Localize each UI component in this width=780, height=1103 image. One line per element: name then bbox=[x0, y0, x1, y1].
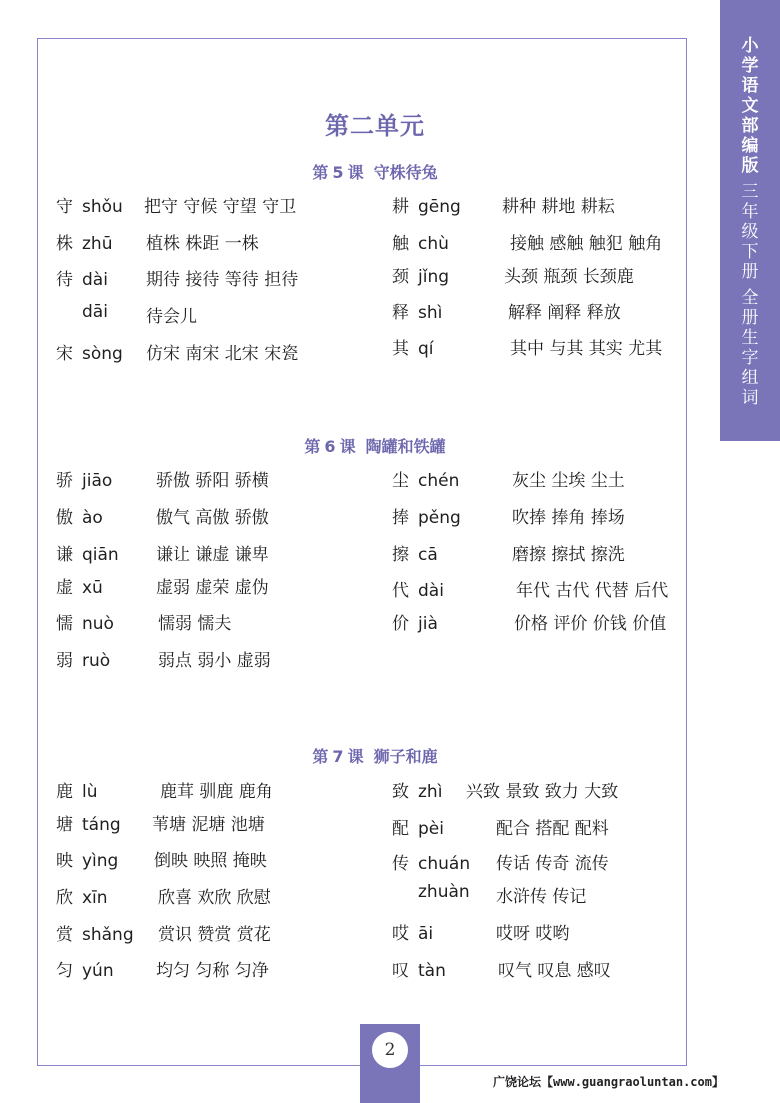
vocab-pinyin: āi bbox=[418, 924, 434, 944]
vocab-char: 匀 bbox=[56, 961, 73, 981]
vocab-row bbox=[392, 956, 611, 981]
vocab-row bbox=[56, 920, 271, 945]
vocab-pinyin: jià bbox=[418, 614, 438, 634]
side-tab-grade: 三年级下册 bbox=[741, 182, 759, 282]
vocab-words: 接触 感触 触犯 触角 bbox=[510, 234, 663, 254]
vocab-pinyin: qiān bbox=[82, 545, 119, 565]
vocab-row bbox=[56, 503, 269, 528]
lesson-unit: 课 bbox=[339, 437, 356, 456]
vocab-char: 鹿 bbox=[56, 782, 73, 802]
vocab-pinyin: zhuàn bbox=[418, 882, 470, 902]
vocab-char: 弱 bbox=[56, 651, 73, 671]
vocab-row bbox=[56, 573, 269, 598]
vocab-row bbox=[392, 919, 570, 944]
footer-credit bbox=[493, 1073, 724, 1090]
vocab-pinyin: chù bbox=[418, 234, 449, 254]
vocab-row bbox=[392, 849, 609, 874]
vocab-row bbox=[392, 262, 634, 287]
lesson-5-heading bbox=[0, 160, 780, 183]
vocab-words: 期待 接待 等待 担待 bbox=[146, 270, 299, 290]
vocab-row bbox=[56, 810, 265, 835]
vocab-row bbox=[56, 265, 299, 290]
vocab-pinyin: nuò bbox=[82, 614, 114, 634]
vocab-words: 灰尘 尘埃 尘土 bbox=[512, 471, 625, 491]
vocab-char: 虚 bbox=[56, 578, 73, 598]
vocab-pinyin: yìng bbox=[82, 851, 119, 871]
vocab-char: 懦 bbox=[56, 614, 73, 634]
vocab-char: 欣 bbox=[56, 888, 73, 908]
vocab-row bbox=[392, 540, 625, 565]
lesson-label: 第 bbox=[304, 437, 321, 456]
vocab-pinyin: jǐng bbox=[418, 267, 450, 287]
vocab-char: 哎 bbox=[392, 924, 409, 944]
vocab-words: 傲气 高傲 骄傲 bbox=[156, 508, 269, 528]
vocab-words: 谦让 谦虚 谦卑 bbox=[156, 545, 269, 565]
vocab-row bbox=[56, 302, 197, 327]
vocab-pinyin: pěng bbox=[418, 508, 461, 528]
footer-bracket-open: 【 bbox=[541, 1075, 554, 1089]
vocab-row bbox=[392, 777, 619, 802]
vocab-words: 鹿茸 驯鹿 鹿角 bbox=[160, 782, 273, 802]
side-tab-subtitle: 全册生字组词 bbox=[741, 288, 759, 408]
vocab-char: 释 bbox=[392, 303, 409, 323]
vocab-pinyin: shǒu bbox=[82, 197, 123, 217]
vocab-char: 守 bbox=[56, 197, 73, 217]
vocab-words: 骄傲 骄阳 骄横 bbox=[156, 471, 269, 491]
vocab-pinyin: cā bbox=[418, 545, 438, 565]
vocab-row bbox=[392, 192, 615, 217]
footer-url: www.guangraoluntan.com bbox=[553, 1075, 712, 1089]
vocab-pinyin: pèi bbox=[418, 819, 444, 839]
vocab-char: 传 bbox=[392, 854, 409, 874]
vocab-words: 苇塘 泥塘 池塘 bbox=[152, 815, 265, 835]
lesson-number: 6 bbox=[324, 437, 336, 456]
vocab-pinyin: ruò bbox=[82, 651, 111, 671]
lesson-name: 狮子和鹿 bbox=[373, 747, 438, 766]
vocab-pinyin: chén bbox=[418, 471, 460, 491]
vocab-words: 待会儿 bbox=[146, 307, 197, 327]
vocab-pinyin: sòng bbox=[82, 344, 123, 364]
vocab-char: 赏 bbox=[56, 925, 73, 945]
vocab-pinyin: zhū bbox=[82, 234, 113, 254]
vocab-row bbox=[56, 846, 267, 871]
vocab-row bbox=[56, 192, 297, 217]
vocab-char: 叹 bbox=[392, 961, 409, 981]
vocab-row bbox=[56, 609, 232, 634]
vocab-pinyin: jiāo bbox=[82, 471, 113, 491]
vocab-words: 水浒传 传记 bbox=[496, 887, 587, 907]
vocab-row bbox=[392, 298, 621, 323]
lesson-number: 7 bbox=[332, 747, 344, 766]
lesson-label: 第 bbox=[312, 747, 329, 766]
vocab-row bbox=[392, 814, 609, 839]
vocab-words: 磨擦 擦拭 擦洗 bbox=[512, 545, 625, 565]
vocab-row bbox=[392, 466, 625, 491]
vocab-row bbox=[392, 609, 667, 634]
lesson-unit: 课 bbox=[347, 163, 364, 182]
vocab-row bbox=[392, 229, 663, 254]
lesson-6-heading bbox=[0, 434, 780, 457]
vocab-pinyin: lù bbox=[82, 782, 98, 802]
vocab-row bbox=[56, 777, 273, 802]
vocab-words: 懦弱 懦夫 bbox=[158, 614, 232, 634]
vocab-char: 映 bbox=[56, 851, 73, 871]
vocab-pinyin: xīn bbox=[82, 888, 108, 908]
vocab-words: 传话 传奇 流传 bbox=[496, 854, 609, 874]
lesson-name: 守株待兔 bbox=[373, 163, 438, 182]
vocab-row bbox=[392, 882, 587, 907]
vocab-row bbox=[56, 646, 271, 671]
vocab-char: 代 bbox=[392, 581, 409, 601]
vocab-words: 欣喜 欢欣 欣慰 bbox=[158, 888, 271, 908]
vocab-words: 倒映 映照 掩映 bbox=[154, 851, 267, 871]
unit-title bbox=[0, 106, 780, 141]
lesson-7-heading bbox=[0, 744, 780, 767]
vocab-pinyin: shǎng bbox=[82, 925, 134, 945]
vocab-words: 兴致 景致 致力 大致 bbox=[466, 782, 619, 802]
lesson-name: 陶罐和铁罐 bbox=[365, 437, 446, 456]
vocab-pinyin: dāi bbox=[82, 302, 108, 322]
vocab-words: 仿宋 南宋 北宋 宋瓷 bbox=[146, 344, 299, 364]
vocab-row bbox=[56, 956, 269, 981]
vocab-words: 赏识 赞赏 赏花 bbox=[158, 925, 271, 945]
vocab-row bbox=[56, 466, 269, 491]
vocab-words: 头颈 瓶颈 长颈鹿 bbox=[504, 267, 634, 287]
vocab-pinyin: dài bbox=[82, 270, 108, 290]
vocab-words: 配合 搭配 配料 bbox=[496, 819, 609, 839]
vocab-pinyin: yún bbox=[82, 961, 114, 981]
vocab-pinyin: zhì bbox=[418, 782, 443, 802]
vocab-words: 叹气 叹息 感叹 bbox=[498, 961, 611, 981]
lesson-unit: 课 bbox=[347, 747, 364, 766]
vocab-char: 塘 bbox=[56, 815, 73, 835]
footer-bracket-close: 】 bbox=[711, 1075, 724, 1089]
side-tab bbox=[720, 0, 780, 441]
vocab-char: 其 bbox=[392, 339, 409, 359]
vocab-words: 耕种 耕地 耕耘 bbox=[502, 197, 615, 217]
vocab-pinyin: chuán bbox=[418, 854, 471, 874]
vocab-words: 年代 古代 代替 后代 bbox=[516, 581, 669, 601]
lesson-label: 第 bbox=[312, 163, 329, 182]
vocab-row bbox=[56, 883, 271, 908]
lesson-number: 5 bbox=[332, 163, 344, 182]
vocab-char: 擦 bbox=[392, 545, 409, 565]
vocab-char: 谦 bbox=[56, 545, 73, 565]
vocab-row bbox=[392, 334, 663, 359]
vocab-words: 均匀 匀称 匀净 bbox=[156, 961, 269, 981]
vocab-words: 吹捧 捧角 捧场 bbox=[512, 508, 625, 528]
vocab-pinyin: shì bbox=[418, 303, 443, 323]
vocab-words: 哎呀 哎哟 bbox=[496, 924, 570, 944]
vocab-pinyin: qí bbox=[418, 339, 434, 359]
vocab-words: 把守 守候 守望 守卫 bbox=[144, 197, 297, 217]
vocab-char: 待 bbox=[56, 270, 73, 290]
page-number: 2 bbox=[371, 1031, 409, 1069]
vocab-words: 解释 阐释 释放 bbox=[508, 303, 621, 323]
vocab-pinyin: táng bbox=[82, 815, 121, 835]
vocab-char: 耕 bbox=[392, 197, 409, 217]
vocab-words: 弱点 弱小 虚弱 bbox=[158, 651, 271, 671]
vocab-char: 价 bbox=[392, 614, 409, 634]
vocab-row bbox=[56, 540, 269, 565]
vocab-words: 虚弱 虚荣 虚伪 bbox=[156, 578, 269, 598]
vocab-row bbox=[392, 503, 625, 528]
vocab-words: 价格 评价 价钱 价值 bbox=[514, 614, 667, 634]
vocab-row bbox=[56, 339, 299, 364]
vocab-char: 宋 bbox=[56, 344, 73, 364]
vocab-char: 触 bbox=[392, 234, 409, 254]
vocab-pinyin: dài bbox=[418, 581, 444, 601]
vocab-row bbox=[392, 576, 669, 601]
vocab-pinyin: ào bbox=[82, 508, 103, 528]
vocab-char: 傲 bbox=[56, 508, 73, 528]
side-tab-title: 小学语文部编版 bbox=[741, 36, 759, 176]
vocab-char: 配 bbox=[392, 819, 409, 839]
vocab-pinyin: gēng bbox=[418, 197, 461, 217]
vocab-char: 致 bbox=[392, 782, 409, 802]
vocab-pinyin: xū bbox=[82, 578, 103, 598]
vocab-char: 骄 bbox=[56, 471, 73, 491]
vocab-words: 其中 与其 其实 尤其 bbox=[510, 339, 663, 359]
unit-title-text: 第二单元 bbox=[325, 112, 425, 140]
vocab-pinyin: tàn bbox=[418, 961, 446, 981]
vocab-char: 颈 bbox=[392, 267, 409, 287]
vocab-char: 尘 bbox=[392, 471, 409, 491]
vocab-char: 株 bbox=[56, 234, 73, 254]
footer-site-name: 广饶论坛 bbox=[493, 1075, 542, 1089]
vocab-char: 捧 bbox=[392, 508, 409, 528]
vocab-words: 植株 株距 一株 bbox=[146, 234, 259, 254]
vocab-row bbox=[56, 229, 259, 254]
